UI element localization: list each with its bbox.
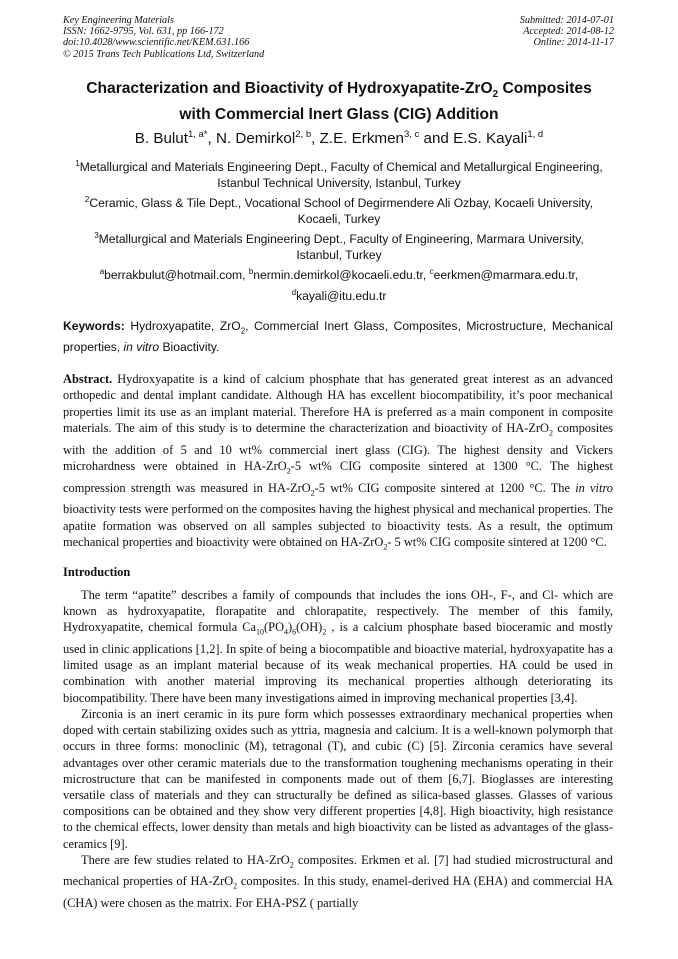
- email-link: nermin.demirkol@kocaeli.edu.tr,: [253, 268, 430, 283]
- issn-line: ISSN: 1662-9795, Vol. 631, pp 166-172: [63, 26, 224, 38]
- doi-line: doi:10.4028/www.scientific.net/KEM.631.166: [63, 37, 250, 49]
- affiliation-2: $^2$Ceramic, Glass & Tile Dept., Vocational School of Degirmendere Ali Ozbay, Kocaeli University, Kocaeli, Turkey: [84, 195, 594, 227]
- affiliation-1: $^1$Metallurgical and Materials Engineering Dept., Faculty of Chemical and Metallurgical Engineering, Istanbul Technical University, Istanbul, Turkey: [75, 159, 603, 191]
- journal-name: Key Engineering Materials: [63, 15, 174, 26]
- abstract: Abstract. Hydroxyapatite is a kind of calcium phosphate that has generated great interest as an advanced orthopedic and dental implant candidate. Although HA has excellent biocompatibility, it’s poor mechanical properties limit its use as an implant material. Therefore HA is preferred as a main component in composite materials. The aim of this study is to determine the characterization and bioactivity of HA-ZrO$_2$ composites with the addition of 5 and 10 wt% commercial inert glass (CIG). The highest density and Vickers microhardness were obtained in HA-ZrO$_2$-5 wt% CIG composite sintered at 1300 °C. The highest compression strength was measured in HA-ZrO$_2$-5 wt% CIG composite sintered at 1200 °C. The in vitro bioactivity tests were performed on the composites having the highest physical and mechanical properties. The apatite formation was observed on all samples subjected to bioactivity tests. As a result, the optimum mechanical properties and bioactivity were obtained on HA-ZrO$_2$- 5 wt% CIG composite sintered at 1200 °C.: [63, 372, 613, 552]
- author: N. Demirkol$^{2, b}$,: [215, 129, 320, 148]
- author: Z.E. Erkmen$^{3, c}$ and: [319, 129, 454, 148]
- paragraph: The term “apatite” describes a family of compounds that includes the ions OH-, F-, and Cl- which are known as hydroxyapatite, florapatite and chlorapatite, respectively. The member of this family, Hydroxyapatite, chemical formula $Ca_{10}(PO_4)_6(OH)_2$ , is a calcium phosphate based bioceramic and mostly used in clinic applications [1,2]. In spite of being a biocompatible and bioactive material, hydroxyapatite has a limited usage as an implant material because of its weak mechanical properties. HA could be used in combination with another material improving its mechanical properties although deteriorating its biocompatibility. There have been many investigations aimed in improving mechanical properties [3,4].: [63, 588, 613, 705]
- paragraph: There are few studies related to HA-ZrO$_2$ composites. Erkmen et al. [7] had studied microstructural and mechanical properties of HA-ZrO$_2$ composites. In this study, enamel-derived HA (EHA) and commercial HA (CHA) were chosen as the matrix. For EHA-PSZ ( partially: [63, 852, 613, 911]
- affiliation-3: $^3$Metallurgical and Materials Engineering Dept., Faculty of Engineering, Marmara University, Istanbul, Turkey: [94, 231, 584, 263]
- keywords-label: Keywords:: [63, 319, 125, 333]
- accepted-date: Accepted: 2014-08-12: [523, 26, 614, 38]
- online-date: Online: 2014-11-17: [533, 37, 614, 49]
- paragraph: Zirconia is an inert ceramic in its pure form which possesses extraordinary mechanical properties when doped with certain stabilizing oxides such as yttria, magnesia and calcium. It is a well-known polymorph that occurs in three forms: monoclinic (M), tetragonal (T), and cubic (C) [5]. Zirconia ceramics have several advantages over other ceramic materials due to the transformation toughening mechanisms operating in their microstructure that can be manifested in components made out of them [6,7]. Bioglasses are interesting versatile class of materials and they can structurally be defined as silica-based glasses. Glasses of various compositions can be obtained and they show very different properties [4,8]. High bioactivity, high resistance to the chemical effects, lower density than metals and high bioactivity can be listed as advantages of the glass-ceramics [9].: [63, 706, 613, 851]
- author-list: [40, 125, 638, 149]
- keywords: Keywords: Hydroxyapatite, ZrO$_2$, Commercial Inert Glass, Composites, Microstructure, Mechanical properties, in vitro Bioactivity.: [63, 319, 613, 355]
- title-subscript: 2: [492, 89, 499, 101]
- copyright-line: © 2015 Trans Tech Publications Ltd, Switzerland: [63, 48, 265, 60]
- title-part: Characterization and Bioactivity of Hydroxyapatite-ZrO: [86, 80, 493, 97]
- introduction-heading: Introduction: [63, 565, 131, 579]
- email-link: berrakbulut@hotmail.com,: [104, 268, 249, 283]
- submitted-date: Submitted: 2014-07-01: [519, 15, 614, 26]
- journal-header: [63, 15, 264, 60]
- email-link: eerkmen@marmara.edu.tr,: [433, 268, 579, 283]
- introduction-body: [63, 587, 613, 911]
- abstract-label: Abstract.: [63, 372, 113, 386]
- email-link: kayali@itu.edu.tr: [296, 289, 387, 304]
- author-emails: $^a$berrakbulut@hotmail.com, $^b$nermin.demirkol@kocaeli.edu.tr, $^c$eerkmen@marmara.edu.tr, $^d$kayali@itu.edu.tr: [99, 267, 579, 304]
- paper-title: [50, 79, 628, 125]
- title-part: Composites: [498, 80, 592, 97]
- title-line-2: with Commercial Inert Glass (CIG) Addition: [179, 106, 499, 124]
- author: E.S. Kayali$^{1, d}$: [453, 129, 544, 148]
- dates-header: [520, 15, 614, 49]
- author: B. Bulut$^{1, a*}$,: [134, 129, 216, 148]
